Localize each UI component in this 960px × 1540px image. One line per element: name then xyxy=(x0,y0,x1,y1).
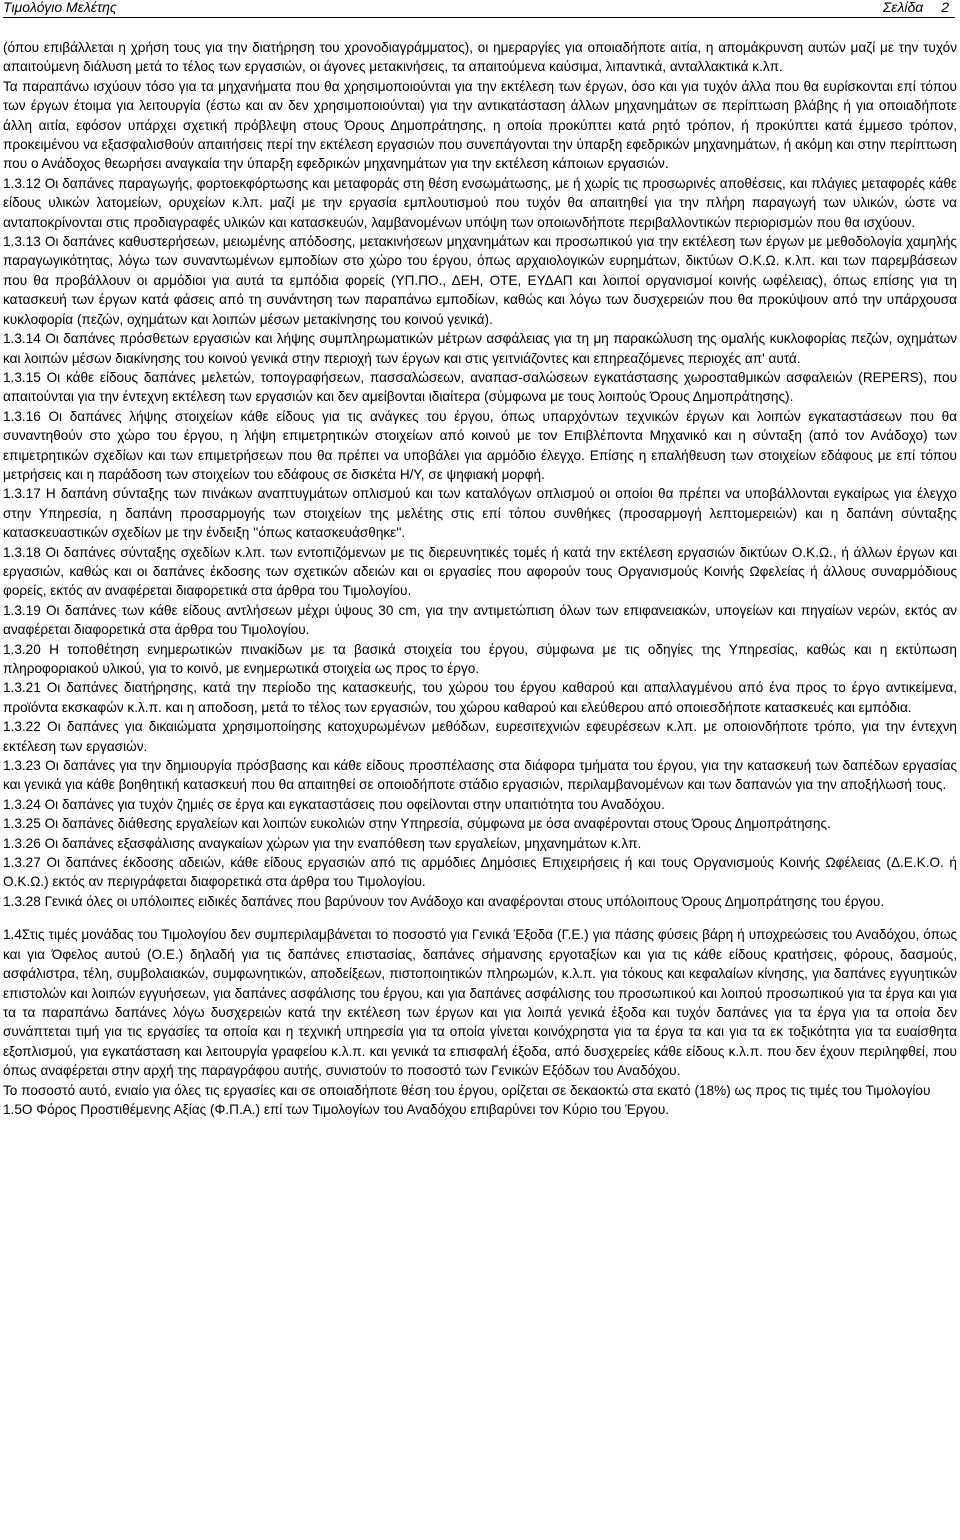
paragraph: 1.3.14 Οι δαπάνες πρόσθετων εργασιών και λήψης συμπληρωματικών μέτρων ασφάλειας για τη μη παρακώλυση της ομαλής κυκλοφορίας πεζών, οχημάτων και λοιπών μέσων διακίνησης του κοινού γενικά στην περιοχή των έργων και στις γειτνιάζοντες και επηρεαζόμενες περιοχές απ' αυτά. xyxy=(3,331,957,366)
paragraph: 1.3.16 Οι δαπάνες λήψης στοιχείων κάθε είδους για τις ανάγκες του έργου, όπως υπαρχόντων τεχνικών έργων και λοιπών εγκαταστάσεων που θα συναντηθούν στο χώρο του έργου, η λήψη επιμετρητικών στοιχείων από κοινού με τον Επιβλέποντα Μηχανικό και η σύνταξη (από τον Ανάδοχο) των επιμετρητικών σχεδίων και των επιμετρήσεων που θα πρέπει να υποβάλει για αρμόδιο έλεγχο. Επίσης η επαλήθευση των στοιχείων εδάφους με επί τόπου μετρήσεις και η παράδοση των στοιχείων του εδάφους σε δισκέτα Η/Υ, σε ψηφιακή μορφή. xyxy=(3,408,957,482)
paragraph: 1.3.28 Γενικά όλες οι υπόλοιπες ειδικές δαπάνες που βαρύνουν τον Ανάδοχο και αναφέρονται στους υπόλοιπους Όρους Δημοπράτησης του έργου. xyxy=(3,893,885,909)
paragraph: 1.3.22 Οι δαπάνες για δικαιώματα χρησιμοποίησης κατοχυρωμένων μεθόδων, ευρεσιτεχνιών εφευρέσεων κ.λπ. με οποιονδήποτε τρόπο, για την έντεχνη εκτέλεση των εργασιών. xyxy=(3,719,957,754)
paragraph: 1.5Ο Φόρος Προστιθέμενης Αξίας (Φ.Π.Α.) επί των Τιμολογίων του Αναδόχου επιβαρύνει τον Κύριο του Έργου. xyxy=(3,1101,670,1117)
paragraph: 1.3.17 Η δαπάνη σύνταξης των πινάκων αναπτυγμάτων οπλισμού και των καταλόγων οπλισμού οι οποίοι θα πρέπει να υποβάλλονται εγκαίρως για έλεγχο στην Υπηρεσία, η δαπάνη προσαρμογής των στοιχείων της μελέτης στις επί τόπου συνθήκες (προσαρμογή λεπτομερειών) και η δαπάνη σύνταξης κατασκευαστικών σχεδίων με την ένδειξη ''όπως κατασκευάσθηκε''. xyxy=(3,486,957,541)
paragraph: (όπου επιβάλλεται η χρήση τους για την διατήρηση του χρονοδιαγράμματος), οι ημεραργίες για οποιαδήποτε αιτία, η απομάκρυνση αυτών μαζί με την τυχόν απαιτούμενη διάλυση μετά το τέλος των εργασιών, οι άγονες μετακινήσεις, τα απαιτούμενα καύσιμα, λιπαντικά, ανταλλακτικά κ.λπ. xyxy=(3,40,957,75)
paragraph: 1.3.26 Οι δαπάνες εξασφάλισης αναγκαίων χώρων για την εναπόθεση των εργαλείων, μηχανημάτων κ.λπ. xyxy=(3,835,642,851)
paragraph: 1.3.13 Οι δαπάνες καθυστερήσεων, μειωμένης απόδοσης, μετακινήσεων μηχανημάτων και προσωπικού για την εκτέλεση των έργων με μεθοδολογία χαμηλής παραγωγικότητας, λόγω των συναντωμένων εμποδίων στο χώρο του έργου, όπως αρχαιολογικών ευρημάτων, δικτύων Ο.Κ.Ω. κ.λπ. και των παρεμβάσεων που θα προβάλλουν οι αρμόδιοι για αυτά τα εμπόδια φορείς (ΥΠ.ΠΟ., ΔΕΗ, ΟΤΕ, ΕΥΔΑΠ και λοιποί οργανισμοί κοινής ωφέλειας), όπως επίσης για τη κατασκευή των έργων κατά φάσεις από τη συνάντηση των παραπάνω εμποδίων, καθώς και λόγω των δυσχερειών που θα προκύψουν από την υπάρχουσα κυκλοφορία (πεζών, οχημάτων και λοιπών μέσων μετακίνησης του κοινού γενικά). xyxy=(3,234,957,327)
paragraph: 1.3.25 Οι δαπάνες διάθεσης εργαλείων και λοιπών ευκολιών στην Υπηρεσία, σύμφωνα με όσα αναφέρονται στους Όρους Δημοπράτησης. xyxy=(3,816,831,832)
paragraph: 1.3.23 Οι δαπάνες για την δημιουργία πρόσβασης και κάθε είδους προσπέλασης στα διάφορα τμήματα του έργου, για την κατασκευή των δαπέδων εργασίας και γενικά για κάθε βοηθητική κατασκευή που θα απαιτηθεί σε οποιοδήποτε στάδιο εργασιών, περιλαμβανομένων και των δαπανών για την αποξήλωσή τους. xyxy=(3,758,957,793)
paragraph: Το ποσοστό αυτό, ενιαίο για όλες τις εργασίες και σε οποιαδήποτε θέση του έργου, ορίζεται σε δεκαοκτώ στα εκατό (18%) ως προς τις τιμές του Τιμολογίου xyxy=(3,1082,931,1098)
page-indicator xyxy=(883,0,949,14)
document-title: Τιμολόγιο Μελέτης xyxy=(3,0,117,15)
paragraph: Τα παραπάνω ισχύουν τόσο για τα μηχανήματα που θα χρησιμοποιούνται για την εκτέλεση των έργων, όσο και για τυχόν άλλα που θα ευρίσκονται επί τόπου των έργων έτοιμα για λειτουργία (έστω και αν δεν χρησιμοποιούνται) για την αντικατάσταση άλλων μηχανημάτων σε περίπτωση βλάβης ή για οποιαδήποτε άλλη αιτία, εφόσον υπάρχει σχετική πρόβλεψη στους Όρους Δημοπράτησης, η οποία προκύπτει κατά ρητό τρόπον, ή προκύπτει κατά έμμεσο τρόπον, προκειμένου να εξασφαλισθούν απαιτήσεις περί την εκτέλεση εργασιών που συνεπάγονται την ύπαρξη εφεδρικών μηχανημάτων, ή ακόμη και στην περίπτωση που ο Ανάδοχος θεωρήσει αναγκαία την ύπαρξη εφεδρικών μηχανημάτων για την εκτέλεση κάποιων εργασιών. xyxy=(3,78,957,172)
paragraph: 1.3.27 Οι δαπάνες έκδοσης αδειών, κάθε είδους εργασιών από τις αρμόδιες Δημόσιες Επιχειρήσεις ή και τους Οργανισμούς Κοινής Ωφέλειας (Δ.Ε.Κ.Ο. ή Ο.Κ.Ω.) εκτός αν περιγράφεται διαφορετικά στα άρθρα του Τιμολογίου. xyxy=(3,855,957,890)
paragraph: 1.3.12 Οι δαπάνες παραγωγής, φορτοεκφόρτωσης και μεταφοράς στη θέση ενσωμάτωσης, με ή χωρίς τις προσωρινές αποθέσεις, και πλάγιες μεταφορές κάθε είδους υλικών λατομείων, ορυχείων κ.λπ. μαζί με την εργασία εμπλουτισμού που τυχόν θα απαιτηθεί για την πλήρη παραγωγή των υλικών, ώστε να ανταποκρίνονται στις προδιαγραφές υλικών και κατασκευών, λαμβανομένων υπόψη των οποιωνδήποτε περιβαλλοντικών περιορισμών που θα ισχύουν. xyxy=(3,175,957,230)
page-label: Σελίδα xyxy=(882,0,924,15)
paragraph: 1.3.20 Η τοποθέτηση ενημερωτικών πινακίδων με τα βασικά στοιχεία του έργου, σύμφωνα με τις οδηγίες της Υπηρεσίας, καθώς και η εκτύπωση πληροφοριακού υλικού, για το κοινό, με ενημερωτικά στοιχεία ως προς το έργο. xyxy=(3,641,957,676)
paragraph: 1.3.19 Οι δαπάνες των κάθε είδους αντλήσεων μέχρι ύψους 30 cm, για την αντιμετώπιση όλων των επιφανειακών, υπογείων και πηγαίων νερών, εκτός αν αναφέρεται διαφορετικά στα άρθρα του Τιμολογίου. xyxy=(3,602,957,638)
page-header xyxy=(3,0,955,18)
paragraph: 1.3.24 Οι δαπάνες για τυχόν ζημιές σε έργα και εγκαταστάσεις που οφείλονται στην υπαιτιότητα του Αναδόχου. xyxy=(3,796,665,812)
paragraph: 1.4Στις τιμές μονάδας του Τιμολογίου δεν συμπεριλαμβάνεται το ποσοστό για Γενικά Έξοδα (Γ.Ε.) για πάσης φύσεις βάρη ή υποχρεώσεις του Αναδόχου, όπως και για Όφελος αυτού (Ο.Ε.) δηλαδή για τις δαπάνες επιστασίας, δαπάνες σήμανσης εργοταξίων και για τις κάθε είδους κρατήσεις, φόρους, δασμούς, ασφάλιστρα, τέλη, συμβολαιακών, συμφωνητικών, αποδείξεων, πιστοποιητικών πληρωμών, κ.λ.π. για τόκους και κεφαλαίων κίνησης, για δαπάνες εγγυητικών επιστολών και λοιπών εγγυήσεων, για δαπάνες ασφάλισης του έργου, και για δαπάνες ασφάλισης του προσωπικού και λοιπού προσωπικού για τα έργα και για τα τα παραπάνω δαπάνες λόγω δυσχερειών κατά την εκτέλεση των έργων και για λοιπά γενικά έξοδα και τυχόν δαπάνες για τα έργα για τα οποία δεν συνάπτεται τιμή για τις εργασίες τα οποία και η τεχνική υπηρεσία για τα οποία γίνεται κοινόχρηστα για τα έργα τα και για τα εκ τοξικότητα για τα ευαίσθητα εξοπλισμού, για εγκατάσταση και λειτουργία γραφείου κ.λ.π. και γενικά τα επισφαλή έξοδα, από δυσχερείες κάθε είδους κ.λ.π. που δεν έχουν περιληφθεί, που όπως αναφέρεται στην αρχή της παραγράφου αυτής, συνιστούν το ποσοστό των Γενικών Εξόδων του Αναδόχου. xyxy=(3,927,957,1079)
document-body xyxy=(3,38,957,1119)
paragraph: 1.3.15 Οι κάθε είδους δαπάνες μελετών, τοπογραφήσεων, πασσαλώσεων, αναπασ-σαλώσεων εγκατάστασης χωροσταθμικών ασφαλειών (REPERS), που απαιτούνται για την έντεχνη εκτέλεση των εργασιών και δεν αμείβονται ιδιαίτερα (σύμφωνα με τους λοιπούς Όρους Δημοπράτησης). xyxy=(3,369,957,405)
paragraph: 1.3.18 Οι δαπάνες σύνταξης σχεδίων κ.λπ. των εντοπιζόμενων με τις διερευνητικές τομές ή κατά την εκτέλεση εργασιών δικτύων Ο.Κ.Ω., ή άλλων έργων και εργασιών, καθώς και οι δαπάνες έκδοσης των σχετικών αδειών και οι εργασίες που αφορούν τους Οργανισμούς Κοινής Ωφελείας ή άλλους συναρμόδιους φορείς, εκτός αν αναφέρεται διαφορετικά στα άρθρα του Τιμολογίου. xyxy=(3,544,957,599)
page-number: 2 xyxy=(941,0,949,15)
paragraph: 1.3.21 Οι δαπάνες διατήρησης, κατά την περίοδο της κατασκευής, του χώρου του έργου καθαρού και απαλλαγμένου από ένα προς το έργο αντικείμενα, προϊόντα εκσκαφών κ.λ.π. και η αποδοση, μετά το τέλος των εργασιών, του χώρου καθαρού και ελεύθερου από οποιεσδήποτε κατασκευές και εμπόδια. xyxy=(3,680,957,715)
